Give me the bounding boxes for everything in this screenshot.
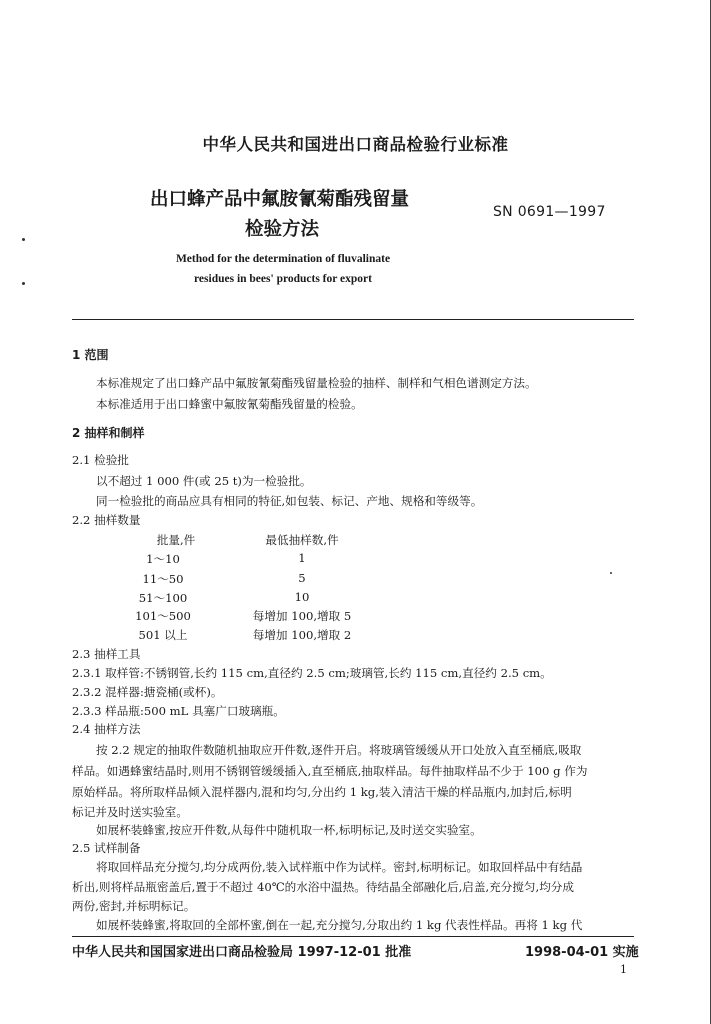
scan-speck [22,238,25,241]
section-2-4-heading: 2.4 抽样方法 [72,722,141,736]
english-title-line-2: residues in bees' products for export [194,273,372,285]
section-1-paragraph-2: 本标准适用于出口蜂蜜中氟胺氰菊酯残留量的检验。 [96,397,363,411]
english-title-line-1: Method for the determination of fluvalinate [175,253,391,265]
section-2-1-heading: 2.1 检验批 [72,453,129,467]
section-2-5-paragraph-2: 如展杯装蜂蜜,将取回的全部杯蜜,倒在一起,充分搅匀,分取出约 1 kg 代表性样品。再将 1 kg 代 [96,918,583,932]
section-2-5-line: 将取回样品充分搅匀,均分成两份,装入试样瓶中作为试样。密封,标明标记。如取回样品中有结晶 [96,860,583,874]
section-2-3-2-item: 2.3.2 混样器:搪瓷桶(或杯)。 [72,685,223,699]
issuing-authority-header: 中华人民共和国进出口商品检验行业标准 [202,135,509,154]
implementation-date: 1998-04-01 实施 [525,945,639,960]
title-line-1: 出口蜂产品中氟胺氰菊酯残留量 [150,189,410,210]
page-number: 1 [620,963,627,976]
table-header-batch: 批量,件 [156,533,196,547]
section-2-1-paragraph-2: 同一检验批的商品应具有相同的特征,如包装、标记、产地、规格和等级等。 [96,494,483,508]
section-1-heading: 1 范围 [72,348,109,362]
table-cell-samples: 每增加 100,增取 2 [252,628,352,642]
footer-divider [72,936,634,937]
section-2-4-line: 标记并及时送实验室。 [72,805,188,819]
standard-number: SN 0691—1997 [493,204,606,220]
table-header-samples: 最低抽样数,件 [265,533,339,547]
section-2-4-line: 按 2.2 规定的抽取件数随机抽取应开件数,逐件开启。将玻璃管缓缓从开口处放入直至桶底,吸取 [96,743,582,757]
section-2-3-heading: 2.3 抽样工具 [72,647,141,661]
section-2-5-heading: 2.5 试样制备 [72,841,141,855]
table-cell-batch: 51～100 [138,591,188,605]
table-cell-batch: 1～10 [146,552,180,566]
table-cell-batch: 11～50 [142,572,184,586]
title-divider [72,319,634,320]
table-cell-samples: 10 [294,590,310,604]
section-2-5-line: 两份,密封,并标明标记。 [72,899,196,913]
section-2-3-3-item: 2.3.3 样品瓶:500 mL 具塞广口玻璃瓶。 [72,704,285,718]
scan-speck [610,572,612,574]
section-2-5-line: 析出,则将样品瓶密盖后,置于不超过 40℃的水浴中温热。待结晶全部融化后,启盖,充分搅匀,均分成 [72,880,574,894]
table-cell-batch: 101～500 [135,609,191,623]
section-2-3-1-item: 2.3.1 取样管:不锈钢管,长约 115 cm,直径约 2.5 cm;玻璃管,长约 115 cm,直径约 2.5 cm。 [72,666,552,680]
table-cell-samples: 5 [298,571,306,585]
section-2-4-line: 样品。如遇蜂蜜结晶时,则用不锈钢管缓缓插入,直至桶底,抽取样品。每件抽取样品不少于 100 g 作为 [72,764,588,778]
section-2-4-line: 原始样品。将所取样品倾入混样器内,混和均匀,分出约 1 kg,装入清洁干燥的样品瓶内,加封后,标明 [72,785,572,799]
section-2-4-paragraph-2: 如展杯装蜂蜜,按应开件数,从每件中随机取一杯,标明标记,及时送交实验室。 [96,823,482,837]
section-2-2-heading: 2.2 抽样数量 [72,513,141,527]
section-1-paragraph-1: 本标准规定了出口蜂产品中氟胺氰菊酯残留量检验的抽样、制样和气相色谱测定方法。 [96,376,537,390]
section-2-1-paragraph-1: 以不超过 1 000 件(或 25 t)为一检验批。 [96,474,312,488]
table-cell-samples: 每增加 100,增取 5 [252,609,352,623]
approval-date: 中华人民共和国国家进出口商品检验局 1997-12-01 批准 [72,945,412,960]
table-cell-batch: 501 以上 [138,628,188,642]
section-2-heading: 2 抽样和制样 [72,426,145,440]
title-line-2: 检验方法 [245,219,320,240]
table-cell-samples: 1 [298,551,306,565]
